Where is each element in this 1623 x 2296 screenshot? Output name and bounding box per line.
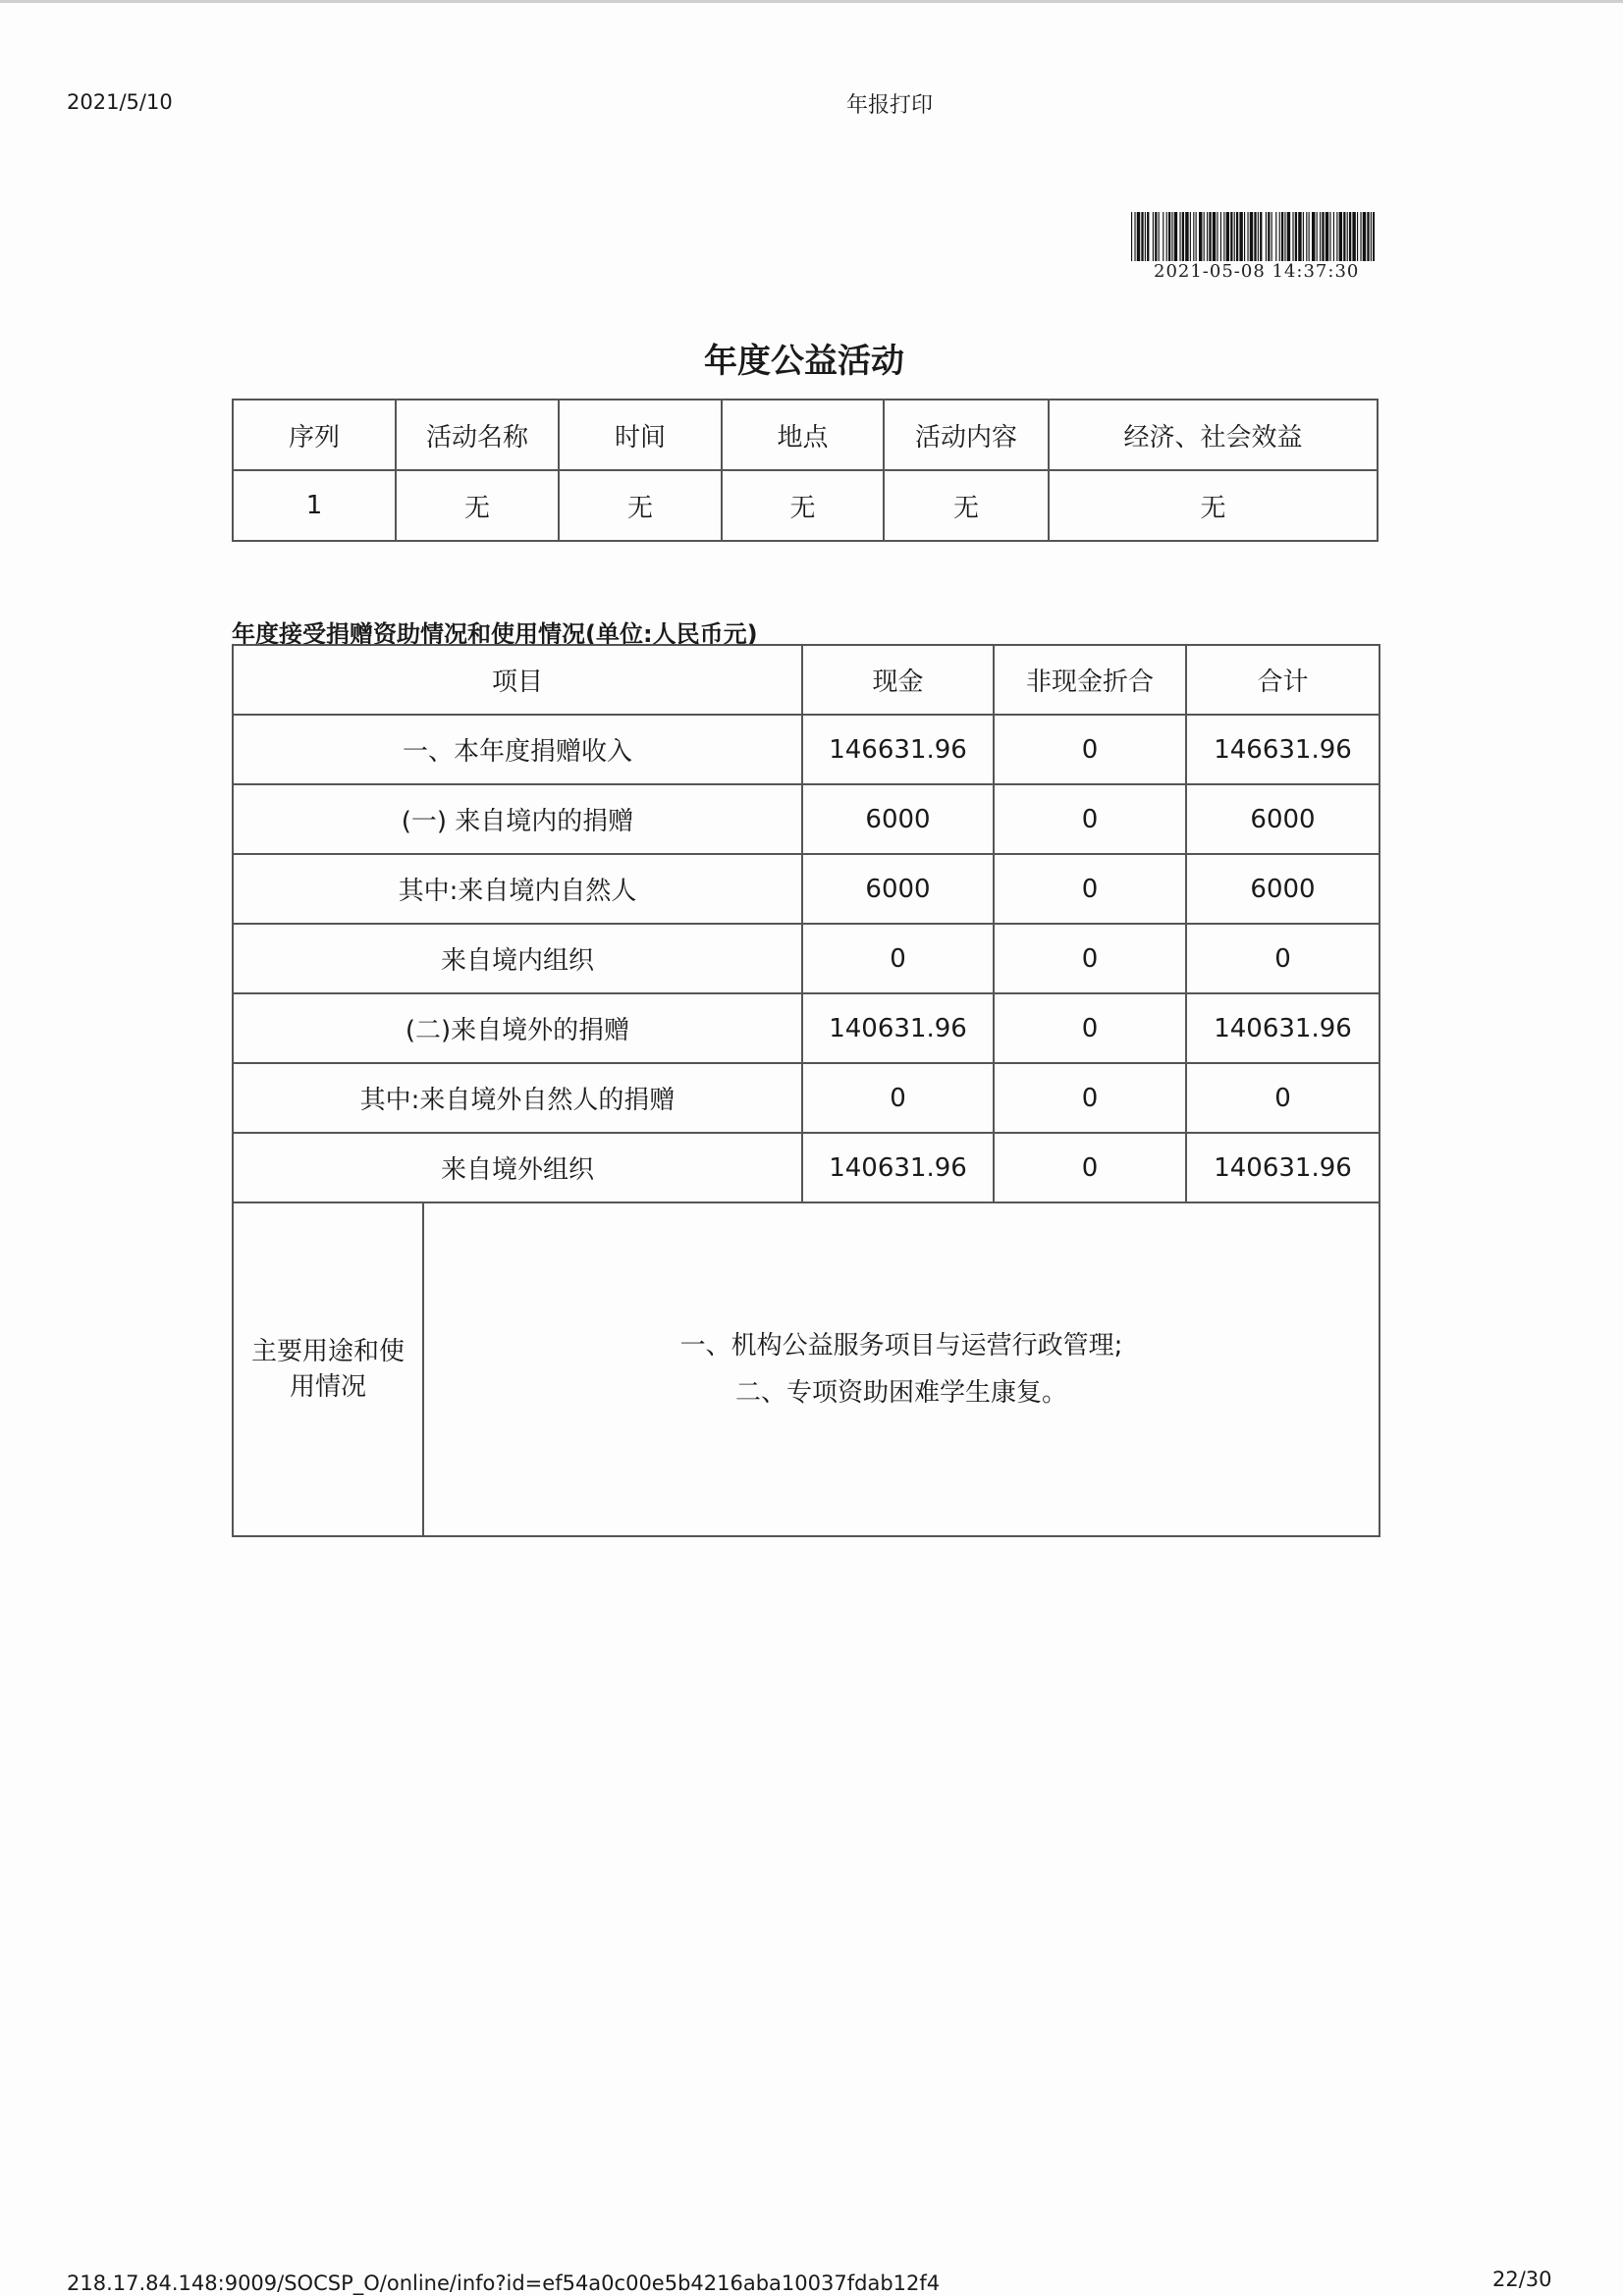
cell-place: 无 — [722, 470, 884, 541]
cell-total: 140631.96 — [1186, 993, 1380, 1063]
donations-table — [232, 644, 1380, 1537]
cell-cash: 6000 — [802, 784, 994, 854]
cell-noncash: 0 — [994, 924, 1186, 993]
table-row — [233, 1133, 1380, 1202]
cell-content: 无 — [884, 470, 1049, 541]
table-row — [233, 993, 1380, 1063]
col-header-time: 时间 — [559, 400, 722, 470]
table-row — [233, 470, 1378, 541]
cell-total: 0 — [1186, 1063, 1380, 1133]
row-label: 其中:来自境内自然人 — [233, 854, 802, 924]
activities-header-row — [233, 400, 1378, 470]
cell-cash: 140631.96 — [802, 1133, 994, 1202]
usage-label-cell — [233, 1202, 423, 1536]
cell-seq: 1 — [233, 470, 396, 541]
table-row — [233, 784, 1380, 854]
cell-time: 无 — [559, 470, 722, 541]
col-header-cash: 现金 — [802, 645, 994, 715]
table-row — [233, 924, 1380, 993]
col-header-seq: 序列 — [233, 400, 396, 470]
row-label: (一) 来自境内的捐赠 — [233, 784, 802, 854]
table-row — [233, 1063, 1380, 1133]
table-row — [233, 715, 1380, 784]
cell-noncash: 0 — [994, 993, 1186, 1063]
cell-total: 146631.96 — [1186, 715, 1380, 784]
activities-title: 年度公益活动 — [704, 342, 904, 381]
table-row — [233, 854, 1380, 924]
usage-line-2: 二、专项资助困难学生康复。 — [735, 1378, 1068, 1408]
col-header-place: 地点 — [722, 400, 884, 470]
col-header-total: 合计 — [1186, 645, 1380, 715]
usage-label: 主要用途和使用情况 — [250, 1337, 405, 1402]
cell-cash: 146631.96 — [802, 715, 994, 784]
cell-cash: 140631.96 — [802, 993, 994, 1063]
page-number: 22/30 — [1492, 2268, 1552, 2291]
page-top-edge — [0, 0, 1623, 3]
barcode-block — [1131, 212, 1375, 282]
cell-noncash: 0 — [994, 1063, 1186, 1133]
col-header-content: 活动内容 — [884, 400, 1049, 470]
usage-content-cell — [423, 1202, 1380, 1536]
col-header-benefit: 经济、社会效益 — [1049, 400, 1378, 470]
cell-noncash: 0 — [994, 784, 1186, 854]
row-label: 其中:来自境外自然人的捐赠 — [233, 1063, 802, 1133]
footer-url: 218.17.84.148:9009/SOCSP_O/online/info?id=ef54a0c00e5b4216aba10037fdab12f4 — [67, 2271, 941, 2295]
print-date: 2021/5/10 — [67, 90, 173, 114]
activities-table — [232, 399, 1379, 542]
cell-total: 0 — [1186, 924, 1380, 993]
cell-noncash: 0 — [994, 1133, 1186, 1202]
cell-cash: 0 — [802, 924, 994, 993]
cell-cash: 0 — [802, 1063, 994, 1133]
row-label: 来自境内组织 — [233, 924, 802, 993]
col-header-noncash: 非现金折合 — [994, 645, 1186, 715]
usage-line-1: 一、机构公益服务项目与运营行政管理; — [679, 1331, 1123, 1361]
cell-benefit: 无 — [1049, 470, 1378, 541]
donations-caption: 年度接受捐赠资助情况和使用情况(单位:人民币元) — [232, 620, 758, 648]
row-label: 来自境外组织 — [233, 1133, 802, 1202]
col-header-name: 活动名称 — [396, 400, 559, 470]
barcode-icon — [1131, 212, 1375, 261]
cell-total: 6000 — [1186, 854, 1380, 924]
row-label: 一、本年度捐赠收入 — [233, 715, 802, 784]
donations-header-row — [233, 645, 1380, 715]
cell-total: 6000 — [1186, 784, 1380, 854]
usage-row — [233, 1202, 1380, 1536]
cell-name: 无 — [396, 470, 559, 541]
col-header-item: 项目 — [233, 645, 802, 715]
row-label: (二)来自境外的捐赠 — [233, 993, 802, 1063]
cell-noncash: 0 — [994, 854, 1186, 924]
print-title: 年报打印 — [846, 93, 934, 118]
cell-total: 140631.96 — [1186, 1133, 1380, 1202]
cell-cash: 6000 — [802, 854, 994, 924]
barcode-timestamp: 2021-05-08 14:37:30 — [1154, 261, 1360, 282]
cell-noncash: 0 — [994, 715, 1186, 784]
